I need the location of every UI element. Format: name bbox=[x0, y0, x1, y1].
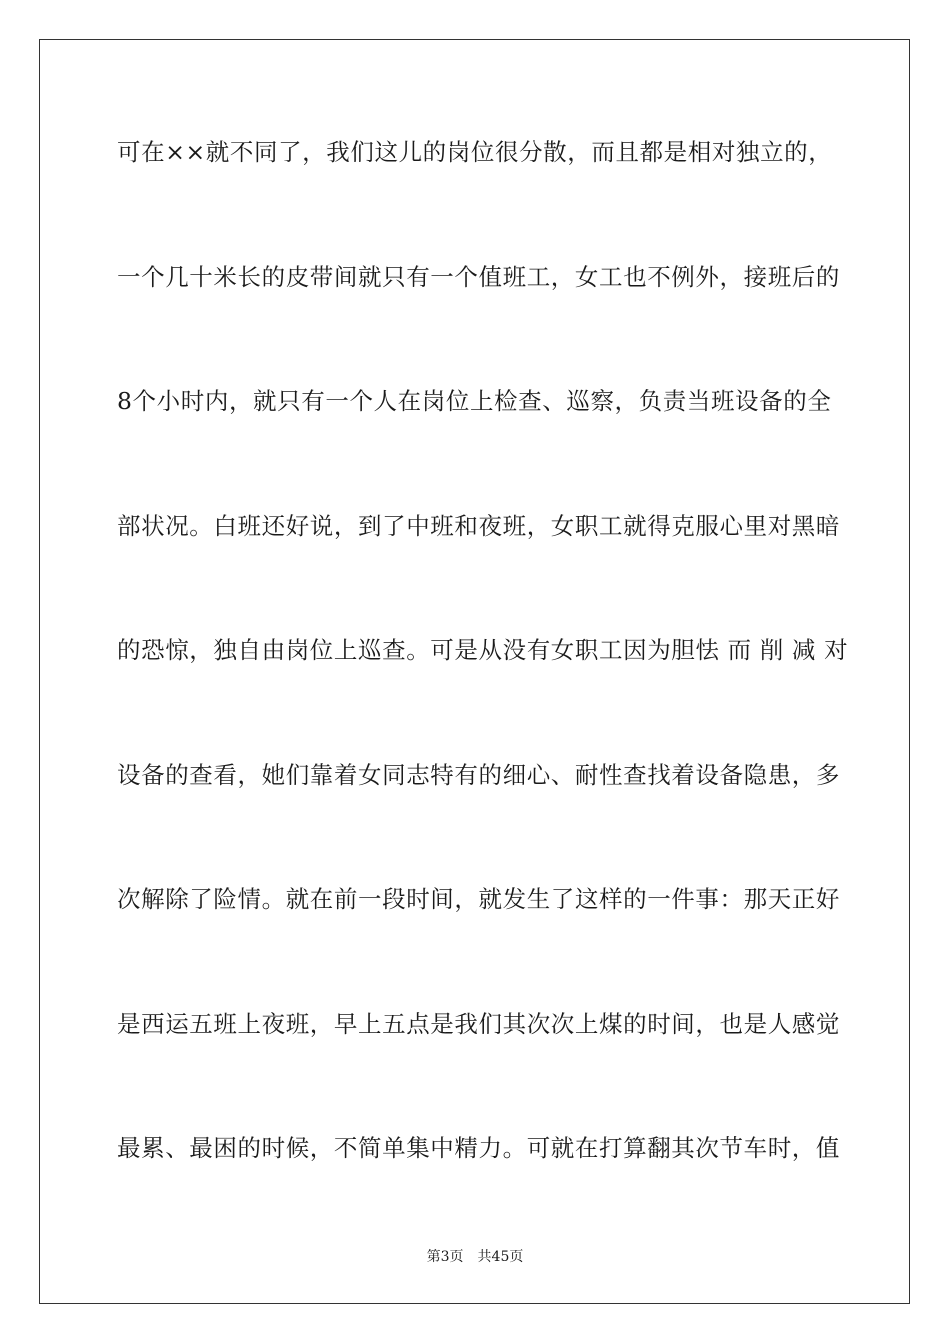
text-line: 次解除了险情。就在前一段时间，就发生了这样的一件事：那天正好 bbox=[117, 885, 840, 913]
text-line: 可在××就不同了，我们这儿的岗位很分散，而且都是相对独立的， bbox=[117, 138, 833, 166]
text-line: 8个小时内，就只有一个人在岗位上检查、巡察，负责当班设备的全 bbox=[117, 387, 832, 415]
page-footer bbox=[0, 1246, 950, 1266]
text-line: 一个几十米长的皮带间就只有一个值班工，女工也不例外，接班后的 bbox=[117, 262, 840, 291]
text-line: 部状况。白班还好说，到了中班和夜班，女职工就得克服心里对黑暗 bbox=[117, 511, 840, 540]
page-total: 共45页 bbox=[477, 1249, 524, 1265]
text-line: 设备的查看，她们靠着女同志特有的细心、耐性查找着设备隐患，多 bbox=[117, 760, 840, 789]
text-line: 最累、最困的时候，不简单集中精力。可就在打算翻其次节车时，值 bbox=[117, 1134, 840, 1162]
document-body bbox=[117, 127, 849, 1248]
text-line: 是西运五班上夜班，早上五点是我们其次次上煤的时间，也是人感觉 bbox=[117, 1009, 840, 1038]
text-line: 的恐惊，独自由岗位上巡查。可是从没有女职工因为胆怯 而 削 减 对 bbox=[117, 636, 849, 664]
page-number: 第3页 bbox=[426, 1249, 464, 1265]
